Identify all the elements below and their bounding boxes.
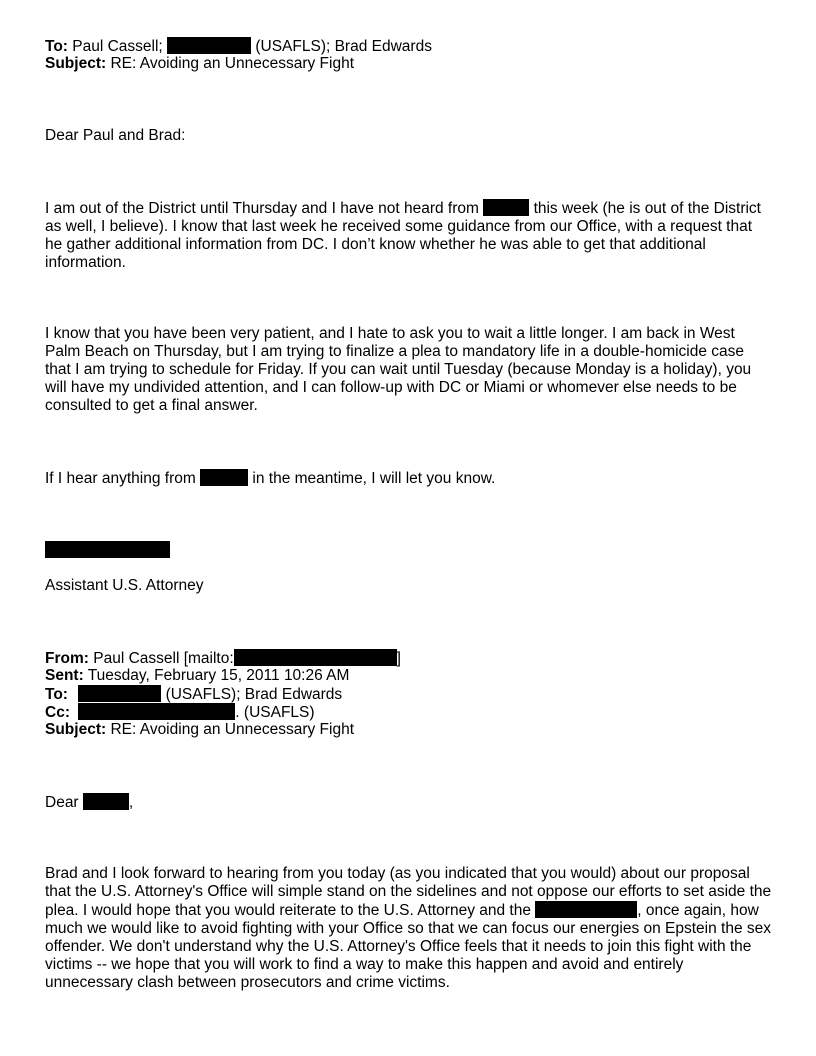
header-subject-value: RE: Avoiding an Unnecessary Fight	[110, 55, 355, 72]
redaction	[483, 199, 529, 216]
original-body-part2: , once again, how much we would like to avoid fighting with your Office so that we can focus our energies on Epstein the sex offender. We don't understand why the U.S. Attorney's Office feels that it needs to join this fight with the victims -- we hope that you will work to find a way to make this happen and avoid and entirely unnecessary clash between prosecutors and crime victims.	[45, 902, 772, 991]
original-subject-value: RE: Avoiding an Unnecessary Fight	[110, 721, 355, 738]
header-to-line	[45, 37, 432, 56]
original-to-after: (USAFLS); Brad Edwards	[165, 686, 343, 703]
original-cc-line	[45, 703, 315, 722]
reply-p3-part2: in the meantime, I will let you know.	[252, 470, 496, 487]
original-cc-after: . (USAFLS)	[235, 704, 315, 721]
original-to-line	[45, 685, 342, 704]
redaction	[78, 685, 161, 702]
reply-p3-part1: If I hear anything from	[45, 470, 196, 487]
original-cc-label: Cc:	[45, 704, 70, 721]
reply-paragraph-3	[45, 469, 495, 488]
original-from-value: Paul Cassell [mailto:	[93, 650, 234, 667]
reply-p1-part1: I am out of the District until Thursday and I have not heard from	[45, 200, 479, 217]
original-from-line	[45, 649, 401, 668]
original-sent-label: Sent:	[45, 667, 84, 684]
redaction	[167, 37, 251, 54]
redaction	[83, 793, 129, 810]
original-body-part1: Brad and I look forward to hearing from you today (as you indicated that you would) about our proposal that the U.S. Attorney's Office will simple stand on the sidelines and not oppose our efforts to set aside the plea. I would hope that you would reiterate to the U.S. Attorney and the	[45, 865, 772, 919]
header-to-after: (USAFLS); Brad Edwards	[255, 38, 432, 55]
reply-paragraph-1	[45, 199, 773, 272]
original-body-paragraph	[45, 865, 773, 992]
original-to-label: To:	[45, 686, 68, 703]
original-subject-label: Subject:	[45, 721, 107, 738]
header-subject-label: Subject:	[45, 55, 107, 72]
header-subject-line	[45, 55, 354, 73]
original-greeting-punct: ,	[128, 794, 134, 811]
original-from-label: From:	[45, 650, 89, 667]
signature-name-redaction	[45, 541, 170, 558]
original-greeting-word: Dear	[45, 794, 79, 811]
redaction	[200, 469, 248, 486]
original-greeting	[45, 793, 133, 812]
reply-paragraph-2: I know that you have been very patient, and I hate to ask you to wait a little longer. I am back in West Palm Beach on Thursday, but I am trying to finalize a plea to mandatory life in a double-homicide case that I am trying to schedule for Friday. If you can wait until Tuesday (because Monday is a holiday), you will have my undivided attention, and I can follow-up with DC or Miami or whomever else needs to be consulted to get a final answer.	[45, 325, 752, 414]
header-to-before: Paul Cassell;	[72, 38, 163, 55]
original-subject-line	[45, 721, 354, 739]
header-to-label: To:	[45, 38, 68, 55]
reply-greeting: Dear Paul and Brad:	[45, 127, 186, 144]
redaction	[78, 703, 235, 720]
redaction	[234, 649, 397, 666]
redaction	[535, 901, 637, 918]
original-sent-value: Tuesday, February 15, 2011 10:26 AM	[87, 667, 350, 684]
signature-title: Assistant U.S. Attorney	[45, 577, 204, 594]
original-sent-line	[45, 667, 349, 685]
reply-p1-part2: this week (he is out of the District as well, I believe). I know that last week he received some guidance from our Office, with a request that he gather additional information from DC. I don’t know whether he was able to get that additional information.	[45, 200, 761, 271]
original-from-close: ]	[396, 650, 401, 667]
